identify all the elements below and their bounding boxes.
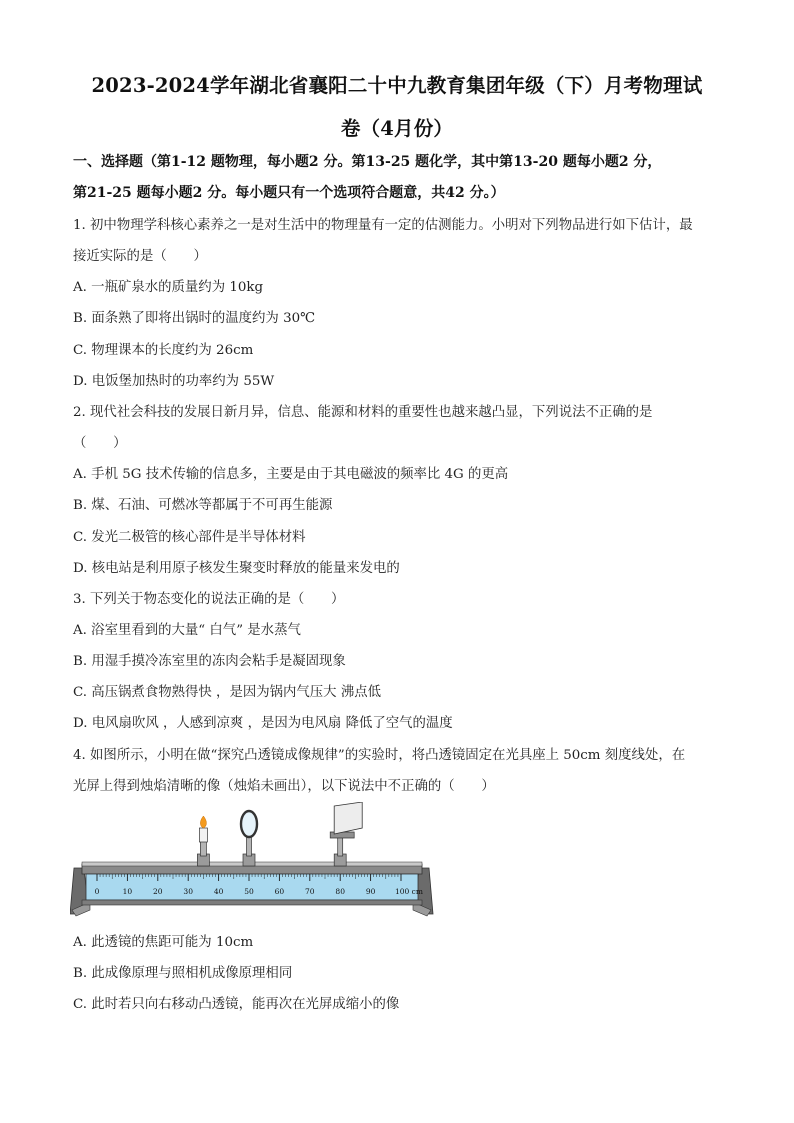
exam-title-line-1: 2023-2024学年湖北省襄阳二十中九教育集团年级（下）月考物理试 [91, 74, 703, 97]
scale-tick-label: 20 [153, 887, 163, 896]
scale-tick-label: 30 [183, 887, 193, 896]
question-1-option-d: D. 电饭堡加热时的功率约为 55W [73, 374, 275, 389]
question-1-option-c: C. 物理课本的长度约为 26cm [73, 343, 254, 358]
question-4-option-a: A. 此透镜的焦距可能为 10cm [73, 935, 254, 950]
question-4-stem-line-1: 4. 如图所示，小明在做“探究凸透镜成像规律”的实验时，将凸透镜固定在光具座上 50cm 刻度线处，在 [73, 748, 686, 763]
scale-tick-label: 100 cm [394, 887, 424, 896]
light-screen [334, 802, 362, 834]
question-4-option-b: B. 此成像原理与照相机成像原理相同 [73, 966, 293, 981]
light-screen-holder [330, 802, 362, 866]
question-3-option-a: A. 浴室里看到的大量“ 白气” 是水蒸气 [73, 623, 301, 638]
scale-tick-label: 10 [122, 887, 133, 896]
candle-stand-post [200, 840, 206, 856]
convex-lens [241, 811, 257, 837]
optical-bench-diagram [70, 802, 435, 918]
candle-flame [200, 816, 206, 828]
question-4-stem-line-2: 光屏上得到烛焰清晰的像（烛焰未画出），以下说法中不正确的（ ） [73, 779, 495, 794]
question-1-option-b: B. 面条熟了即将出锅时的温度约为 30℃ [73, 311, 316, 326]
screen-stand-post [338, 836, 343, 856]
section-heading-line-1: 一、选择题（第1-12 题物理，每小题2 分。第13-25 题化学，其中第13-20 题每小题2 分， [73, 154, 662, 170]
exam-title-line-2: 卷（4月份） [340, 117, 454, 140]
question-2-option-a: A. 手机 5G 技术传输的信息多，主要是由于其电磁波的频率比 4G 的更高 [73, 467, 509, 482]
question-1-stem-line-2: 接近实际的是（ ） [73, 249, 207, 264]
question-2-option-d: D. 核电站是利用原子核发生聚变时释放的能量来发电的 [73, 561, 400, 576]
question-2-stem-line-2: （ ） [73, 436, 127, 451]
scale-tick-label: 60 [274, 887, 285, 896]
question-2-option-c: C. 发光二极管的核心部件是半导体材料 [73, 530, 306, 545]
bench-base [82, 900, 422, 905]
question-3-option-b: B. 用湿手摸冷冻室里的冻肉会粘手是凝固现象 [73, 654, 346, 669]
scale-tick-label: 50 [244, 887, 254, 896]
question-1-stem-line-1: 1. 初中物理学科核心素养之一是对生活中的物理量有一定的估测能力。小明对下列物品进行如下估计，最 [73, 218, 693, 233]
question-3-option-d: D. 电风扇吹风 ，人感到凉爽 ，是因为电风扇 降低了空气的温度 [73, 716, 453, 731]
convex-lens-holder [241, 811, 257, 866]
question-3-option-c: C. 高压锅煮食物熟得快 ，是因为锅内气压大 沸点低 [73, 685, 381, 700]
question-2-option-b: B. 煤、石油、可燃冰等都属于不可再生能源 [73, 498, 333, 513]
candle [199, 828, 207, 842]
section-heading-line-2: 第21-25 题每小题2 分。每小题只有一个选项符合题意，共42 分。） [73, 185, 505, 201]
question-4-option-c: C. 此时若只向右移动凸透镜，能再次在光屏成缩小的像 [73, 997, 400, 1012]
scale-tick-label: 70 [305, 887, 315, 896]
question-1-option-a: A. 一瓶矿泉水的质量约为 10kg [73, 280, 264, 295]
scale-tick-label: 40 [213, 887, 224, 896]
scale-tick-label: 0 [94, 887, 100, 896]
question-3-stem: 3. 下列关于物态变化的说法正确的是（ ） [73, 592, 345, 607]
question-2-stem-line-1: 2. 现代社会科技的发展日新月异，信息、能源和材料的重要性也越来越凸显，下列说法不正确的是 [73, 405, 653, 420]
candle-holder [197, 816, 209, 866]
scale-tick-label: 90 [365, 887, 376, 896]
scale-tick-label: 80 [335, 887, 345, 896]
